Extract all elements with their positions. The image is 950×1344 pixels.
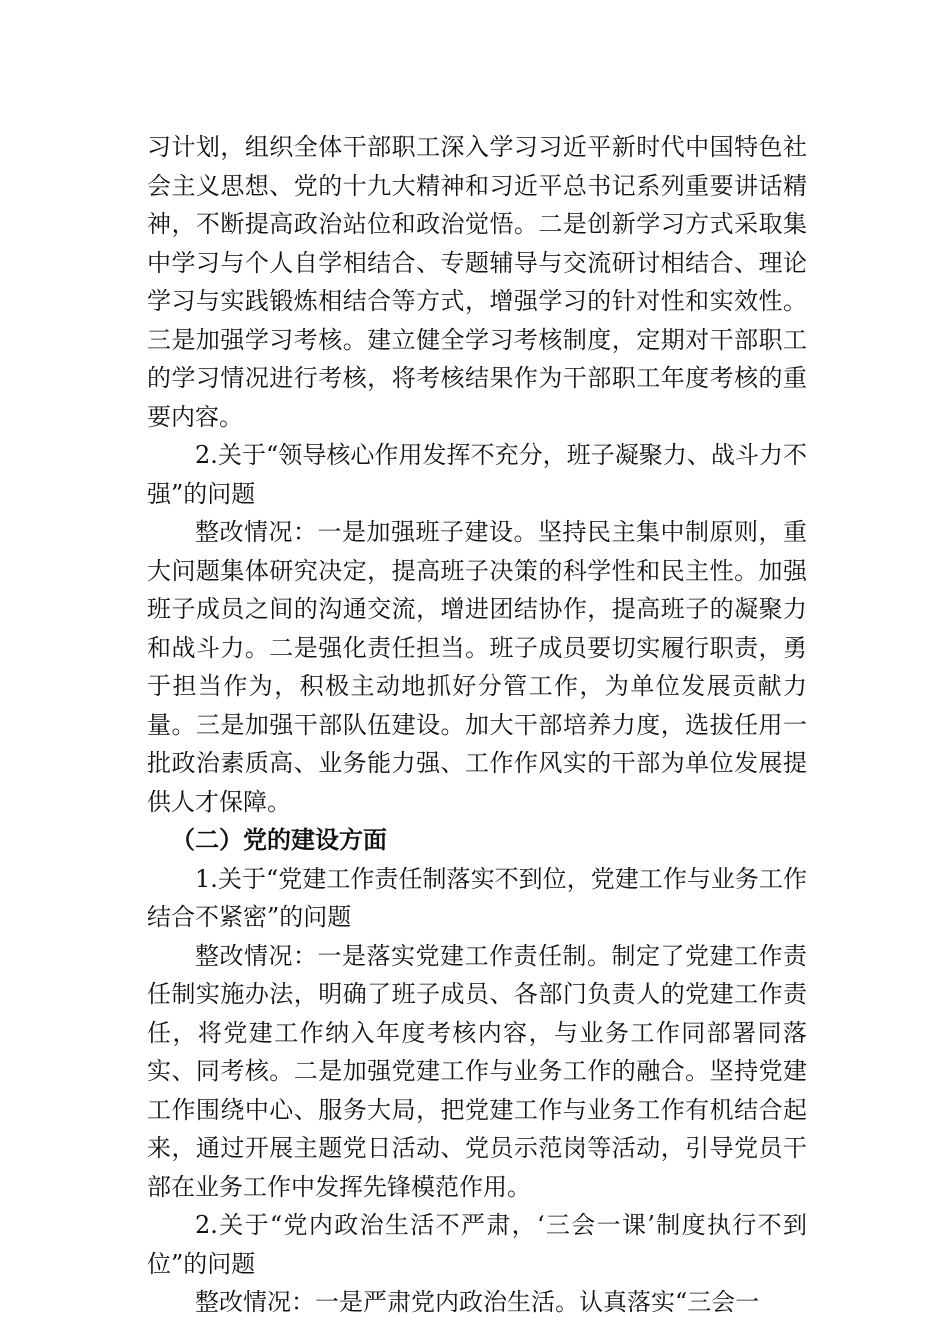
section-heading-party-building: （二）党的建设方面 <box>171 826 387 854</box>
paragraph-rectification-political-life: 整改情况：一是严肃党内政治生活。认真落实“三会一 <box>195 1288 760 1316</box>
issue-title-responsibility-system: 1.关于“党建工作责任制落实不到位，党建工作与业务工作结合不紧密”的问题 <box>147 864 807 931</box>
issue-title-political-life: 2.关于“党内政治生活不严肃，‘三会一课’制度执行不到位”的问题 <box>147 1211 807 1278</box>
paragraph-continued-study-plan: 习计划，组织全体干部职工深入学习习近平新时代中国特色社会主义思想、党的十九大精神和习近平总书记系列重要讲话精神，不断提高政治站位和政治觉悟。二是创新学习方式采取集中学习与个人自学相结合、专题辅导与交流研讨相结合、理论学习与实践锻炼相结合等方式，增强学习的针对性和实效性。三是加强学习考核。建立健全学习考核制度，定期对干部职工的学习情况进行考核，将考核结果作为干部职工年度考核的重要内容。 <box>147 133 807 431</box>
issue-title-leadership-core: 2.关于“领导核心作用发挥不充分，班子凝聚力、战斗力不强”的问题 <box>147 441 807 508</box>
paragraph-rectification-responsibility: 整改情况：一是落实党建工作责任制。制定了党建工作责任制实施办法，明确了班子成员、各部门负责人的党建工作责任，将党建工作纳入年度考核内容，与业务工作同部署同落实、同考核。二是加强党建工作与业务工作的融合。坚持党建工作围绕中心、服务大局，把党建工作与业务工作有机结合起来，通过开展主题党日活动、党员示范岗等活动，引导党员干部在业务工作中发挥先锋模范作用。 <box>147 941 807 1201</box>
document-body <box>147 128 807 1322</box>
paragraph-rectification-leadership: 整改情况：一是加强班子建设。坚持民主集中制原则，重大问题集体研究决定，提高班子决策的科学性和民主性。加强班子成员之间的沟通交流，增进团结协作，提高班子的凝聚力和战斗力。二是强化责任担当。班子成员要切实履行职责，勇于担当作为，积极主动地抓好分管工作，为单位发展贡献力量。三是加强干部队伍建设。加大干部培养力度，选拔任用一批政治素质高、业务能力强、工作作风实的干部为单位发展提供人才保障。 <box>147 518 807 816</box>
